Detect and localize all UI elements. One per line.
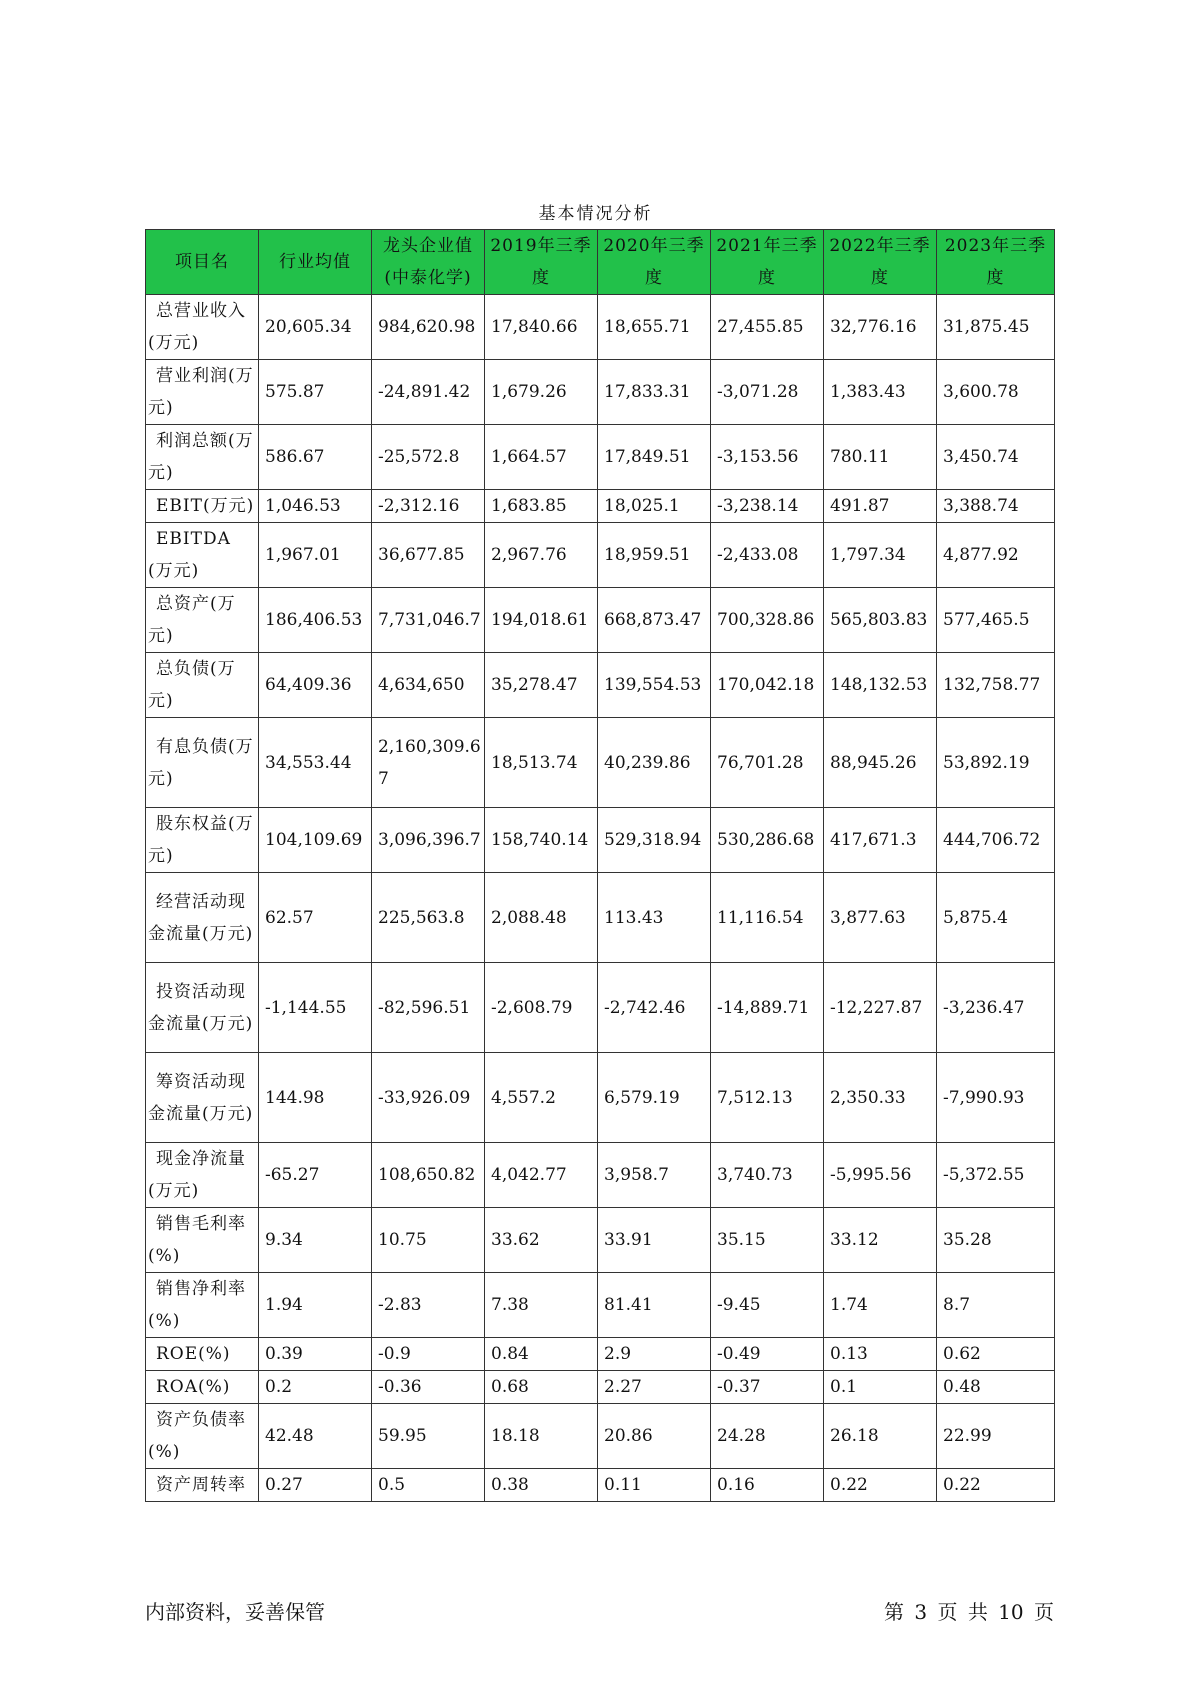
table-cell: 27,455.85 (711, 295, 824, 360)
table-cell: 0.62 (937, 1338, 1055, 1371)
table-cell: 3,450.74 (937, 425, 1055, 490)
table-cell: 491.87 (824, 490, 937, 523)
table-row (146, 808, 1055, 873)
table-cell: -7,990.93 (937, 1053, 1055, 1143)
table-cell: -3,238.14 (711, 490, 824, 523)
table-row (146, 588, 1055, 653)
table-cell: 186,406.53 (259, 588, 372, 653)
table-cell: -24,891.42 (372, 360, 485, 425)
table-cell: 6,579.19 (598, 1053, 711, 1143)
table-cell: 20.86 (598, 1404, 711, 1469)
header-cell: 2023年三季度 (937, 230, 1055, 295)
header-cell: 2021年三季度 (711, 230, 824, 295)
table-cell: -2,433.08 (711, 523, 824, 588)
table-cell: 7,731,046.7 (372, 588, 485, 653)
table-cell: 2.9 (598, 1338, 711, 1371)
table-cell: 4,042.77 (485, 1143, 598, 1208)
row-label: 股东权益(万元) (146, 808, 259, 873)
table-cell: 104,109.69 (259, 808, 372, 873)
table-cell: -65.27 (259, 1143, 372, 1208)
header-cell: 2022年三季度 (824, 230, 937, 295)
table-cell: 780.11 (824, 425, 937, 490)
table-cell: 3,096,396.7 (372, 808, 485, 873)
table-cell: 2,160,309.67 (372, 718, 485, 808)
table-cell: 18.18 (485, 1404, 598, 1469)
table-cell: -12,227.87 (824, 963, 937, 1053)
table-cell: 668,873.47 (598, 588, 711, 653)
table-row (146, 1273, 1055, 1338)
header-cell: 行业均值 (259, 230, 372, 295)
table-cell: 18,513.74 (485, 718, 598, 808)
row-label: 销售净利率(%) (146, 1273, 259, 1338)
table-row (146, 1053, 1055, 1143)
table-cell: -0.36 (372, 1371, 485, 1404)
table-row (146, 1404, 1055, 1469)
table-cell: 7.38 (485, 1273, 598, 1338)
table-row (146, 425, 1055, 490)
footer-confidential: 内部资料，妥善保管 (145, 1600, 325, 1624)
table-cell: 3,958.7 (598, 1143, 711, 1208)
table-cell: 10.75 (372, 1208, 485, 1273)
table-cell: 11,116.54 (711, 873, 824, 963)
table-cell: 1,046.53 (259, 490, 372, 523)
table-cell: 586.67 (259, 425, 372, 490)
table-cell: 984,620.98 (372, 295, 485, 360)
table-cell: 2.27 (598, 1371, 711, 1404)
table-row (146, 523, 1055, 588)
table-cell: 529,318.94 (598, 808, 711, 873)
table-cell: 0.11 (598, 1469, 711, 1502)
row-label: 现金净流量(万元) (146, 1143, 259, 1208)
table-cell: 2,350.33 (824, 1053, 937, 1143)
table-cell: 144.98 (259, 1053, 372, 1143)
table-cell: 1.74 (824, 1273, 937, 1338)
table-cell: 20,605.34 (259, 295, 372, 360)
table-cell: -9.45 (711, 1273, 824, 1338)
table-cell: 4,557.2 (485, 1053, 598, 1143)
table-cell: 148,132.53 (824, 653, 937, 718)
table-cell: 577,465.5 (937, 588, 1055, 653)
table-cell: 0.39 (259, 1338, 372, 1371)
table-row (146, 1208, 1055, 1273)
table-cell: 4,877.92 (937, 523, 1055, 588)
row-label: 筹资活动现金流量(万元) (146, 1053, 259, 1143)
table-cell: 81.41 (598, 1273, 711, 1338)
table-cell: -3,071.28 (711, 360, 824, 425)
table-cell: 8.7 (937, 1273, 1055, 1338)
table-cell: 3,740.73 (711, 1143, 824, 1208)
table-cell: 575.87 (259, 360, 372, 425)
table-cell: 108,650.82 (372, 1143, 485, 1208)
table-cell: -14,889.71 (711, 963, 824, 1053)
table-cell: 0.1 (824, 1371, 937, 1404)
table-cell: 1,683.85 (485, 490, 598, 523)
row-label: 销售毛利率(%) (146, 1208, 259, 1273)
table-cell: -2,608.79 (485, 963, 598, 1053)
table-cell: 700,328.86 (711, 588, 824, 653)
table-cell: 2,967.76 (485, 523, 598, 588)
table-cell: 1,967.01 (259, 523, 372, 588)
table-cell: 53,892.19 (937, 718, 1055, 808)
header-row (146, 230, 1055, 295)
table-cell: 64,409.36 (259, 653, 372, 718)
table-caption: 基本情况分析 (538, 204, 653, 224)
row-label: 利润总额(万元) (146, 425, 259, 490)
table-cell: -3,236.47 (937, 963, 1055, 1053)
table-cell: 2,088.48 (485, 873, 598, 963)
table-cell: 35.28 (937, 1208, 1055, 1273)
table-cell: 225,563.8 (372, 873, 485, 963)
table-cell: 0.5 (372, 1469, 485, 1502)
table-cell: 35.15 (711, 1208, 824, 1273)
table-cell: 5,875.4 (937, 873, 1055, 963)
table-cell: -33,926.09 (372, 1053, 485, 1143)
table-cell: 17,840.66 (485, 295, 598, 360)
table-row (146, 653, 1055, 718)
financial-table (145, 229, 1055, 1502)
table-cell: 17,833.31 (598, 360, 711, 425)
table-cell: 1.94 (259, 1273, 372, 1338)
table-cell: -0.49 (711, 1338, 824, 1371)
table-row (146, 295, 1055, 360)
table-cell: -2,312.16 (372, 490, 485, 523)
table-cell: 18,655.71 (598, 295, 711, 360)
table-cell: -3,153.56 (711, 425, 824, 490)
table-cell: 158,740.14 (485, 808, 598, 873)
table-cell: -25,572.8 (372, 425, 485, 490)
table-cell: 0.2 (259, 1371, 372, 1404)
table-cell: 33.12 (824, 1208, 937, 1273)
table-cell: 17,849.51 (598, 425, 711, 490)
row-label: 经营活动现金流量(万元) (146, 873, 259, 963)
row-label: 资产周转率 (146, 1469, 259, 1502)
table-cell: -1,144.55 (259, 963, 372, 1053)
table-cell: 0.16 (711, 1469, 824, 1502)
header-cell: 龙头企业值(中泰化学) (372, 230, 485, 295)
table-cell: 1,664.57 (485, 425, 598, 490)
table-row (146, 1371, 1055, 1404)
table-cell: -5,995.56 (824, 1143, 937, 1208)
table-cell: -5,372.55 (937, 1143, 1055, 1208)
table-cell: 88,945.26 (824, 718, 937, 808)
table-cell: 3,600.78 (937, 360, 1055, 425)
header-cell: 项目名 (146, 230, 259, 295)
table-cell: 24.28 (711, 1404, 824, 1469)
table-cell: 18,959.51 (598, 523, 711, 588)
table-cell: 0.27 (259, 1469, 372, 1502)
table-cell: 113.43 (598, 873, 711, 963)
table-cell: 3,877.63 (824, 873, 937, 963)
table-cell: 42.48 (259, 1404, 372, 1469)
table-cell: 170,042.18 (711, 653, 824, 718)
table-cell: 76,701.28 (711, 718, 824, 808)
table-cell: 40,239.86 (598, 718, 711, 808)
table-cell: 4,634,650 (372, 653, 485, 718)
table-cell: 0.84 (485, 1338, 598, 1371)
row-label: 有息负债(万元) (146, 718, 259, 808)
table-cell: 530,286.68 (711, 808, 824, 873)
table-cell: 34,553.44 (259, 718, 372, 808)
table-cell: 0.22 (824, 1469, 937, 1502)
row-label: 营业利润(万元) (146, 360, 259, 425)
row-label: ROA(%) (146, 1371, 259, 1404)
table-row (146, 1143, 1055, 1208)
row-label: 总营业收入(万元) (146, 295, 259, 360)
table-cell: -2.83 (372, 1273, 485, 1338)
row-label: 总资产(万元) (146, 588, 259, 653)
table-cell: 0.38 (485, 1469, 598, 1502)
table-cell: 62.57 (259, 873, 372, 963)
table-cell: 444,706.72 (937, 808, 1055, 873)
table-cell: 0.13 (824, 1338, 937, 1371)
table-cell: -2,742.46 (598, 963, 711, 1053)
table-cell: 139,554.53 (598, 653, 711, 718)
table-cell: 0.68 (485, 1371, 598, 1404)
header-cell: 2019年三季度 (485, 230, 598, 295)
row-label: 总负债(万元) (146, 653, 259, 718)
table-row (146, 873, 1055, 963)
table-cell: 35,278.47 (485, 653, 598, 718)
table-cell: -0.37 (711, 1371, 824, 1404)
table-cell: 194,018.61 (485, 588, 598, 653)
header-cell: 2020年三季度 (598, 230, 711, 295)
footer-page-number: 第 3 页 共 10 页 (884, 1600, 1054, 1624)
table-cell: -0.9 (372, 1338, 485, 1371)
row-label: EBITDA(万元) (146, 523, 259, 588)
table-row (146, 490, 1055, 523)
table-cell: 36,677.85 (372, 523, 485, 588)
table-cell: 26.18 (824, 1404, 937, 1469)
table-cell: 565,803.83 (824, 588, 937, 653)
table-cell: 31,875.45 (937, 295, 1055, 360)
table-cell: 33.62 (485, 1208, 598, 1273)
table-cell: 7,512.13 (711, 1053, 824, 1143)
table-row (146, 1338, 1055, 1371)
table-cell: 1,383.43 (824, 360, 937, 425)
row-label: 资产负债率(%) (146, 1404, 259, 1469)
table-cell: 1,679.26 (485, 360, 598, 425)
table-cell: 0.48 (937, 1371, 1055, 1404)
table-cell: 132,758.77 (937, 653, 1055, 718)
table-cell: 59.95 (372, 1404, 485, 1469)
table-cell: -82,596.51 (372, 963, 485, 1053)
table-row (146, 718, 1055, 808)
table-row (146, 963, 1055, 1053)
table-cell: 9.34 (259, 1208, 372, 1273)
table-cell: 22.99 (937, 1404, 1055, 1469)
table-cell: 18,025.1 (598, 490, 711, 523)
table-cell: 3,388.74 (937, 490, 1055, 523)
table-row (146, 1469, 1055, 1502)
table-row (146, 360, 1055, 425)
table-cell: 32,776.16 (824, 295, 937, 360)
row-label: EBIT(万元) (146, 490, 259, 523)
table-cell: 417,671.3 (824, 808, 937, 873)
row-label: 投资活动现金流量(万元) (146, 963, 259, 1053)
table-cell: 1,797.34 (824, 523, 937, 588)
table-cell: 33.91 (598, 1208, 711, 1273)
table-cell: 0.22 (937, 1469, 1055, 1502)
row-label: ROE(%) (146, 1338, 259, 1371)
